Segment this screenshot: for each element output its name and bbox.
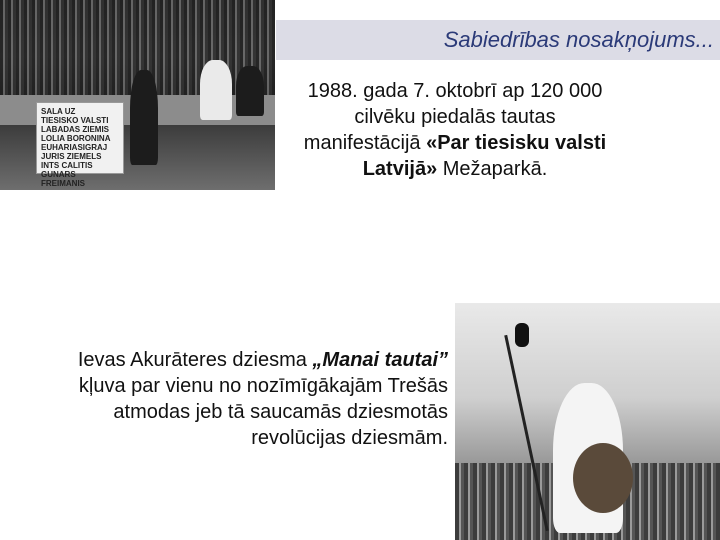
guitar-icon xyxy=(573,443,633,513)
song-title: „Manai tautai” xyxy=(312,349,448,371)
singer-photo xyxy=(455,303,720,540)
person-figure xyxy=(236,66,264,116)
rally-description xyxy=(280,78,630,182)
text-span-bold: Latvijā» xyxy=(362,158,438,180)
text-line: cilvēku piedalās tautas xyxy=(354,106,556,128)
text-line xyxy=(280,156,630,182)
text-line xyxy=(20,347,448,373)
sign-line: INTS CALITIS xyxy=(41,161,93,170)
microphone-icon xyxy=(515,323,529,347)
text-span: manifestācijā xyxy=(303,132,427,154)
page-title: Sabiedrības nosakņojums... xyxy=(443,27,714,52)
text-line: kļuva par vienu no nozīmīgākajām Trešās xyxy=(78,375,448,397)
text-span-bold: «Par tiesisku valsti xyxy=(426,132,607,154)
sign-line: TIESISKO VALSTI xyxy=(41,116,109,125)
rally-photo xyxy=(0,0,275,190)
person-figure xyxy=(130,70,158,165)
text-line: revolūcijas dziesmām. xyxy=(251,427,448,449)
person-figure xyxy=(200,60,232,120)
sign-line: JURIS ZIEMELS xyxy=(41,152,102,161)
text-span: Mežaparkā. xyxy=(437,158,548,180)
text-span: Ievas Akurāteres dziesma xyxy=(77,349,313,371)
sign-line: LOLIA BORONINA xyxy=(41,134,111,143)
sign-line: SALA UZ xyxy=(41,107,76,116)
text-line xyxy=(280,130,630,156)
text-line: atmodas jeb tā saucamās dziesmotās xyxy=(113,401,448,423)
sign-text xyxy=(41,107,119,188)
song-description xyxy=(20,347,448,451)
protest-sign xyxy=(36,102,124,188)
sign-line: EUHARIASIGRAJ xyxy=(41,143,108,152)
header-bar xyxy=(276,20,720,60)
sign-line: LABADAS ZIEMIS xyxy=(41,125,109,134)
text-line: 1988. gada 7. oktobrī ap 120 000 xyxy=(307,80,603,102)
sign-line: GUNARS FREIMANIS xyxy=(41,170,85,188)
